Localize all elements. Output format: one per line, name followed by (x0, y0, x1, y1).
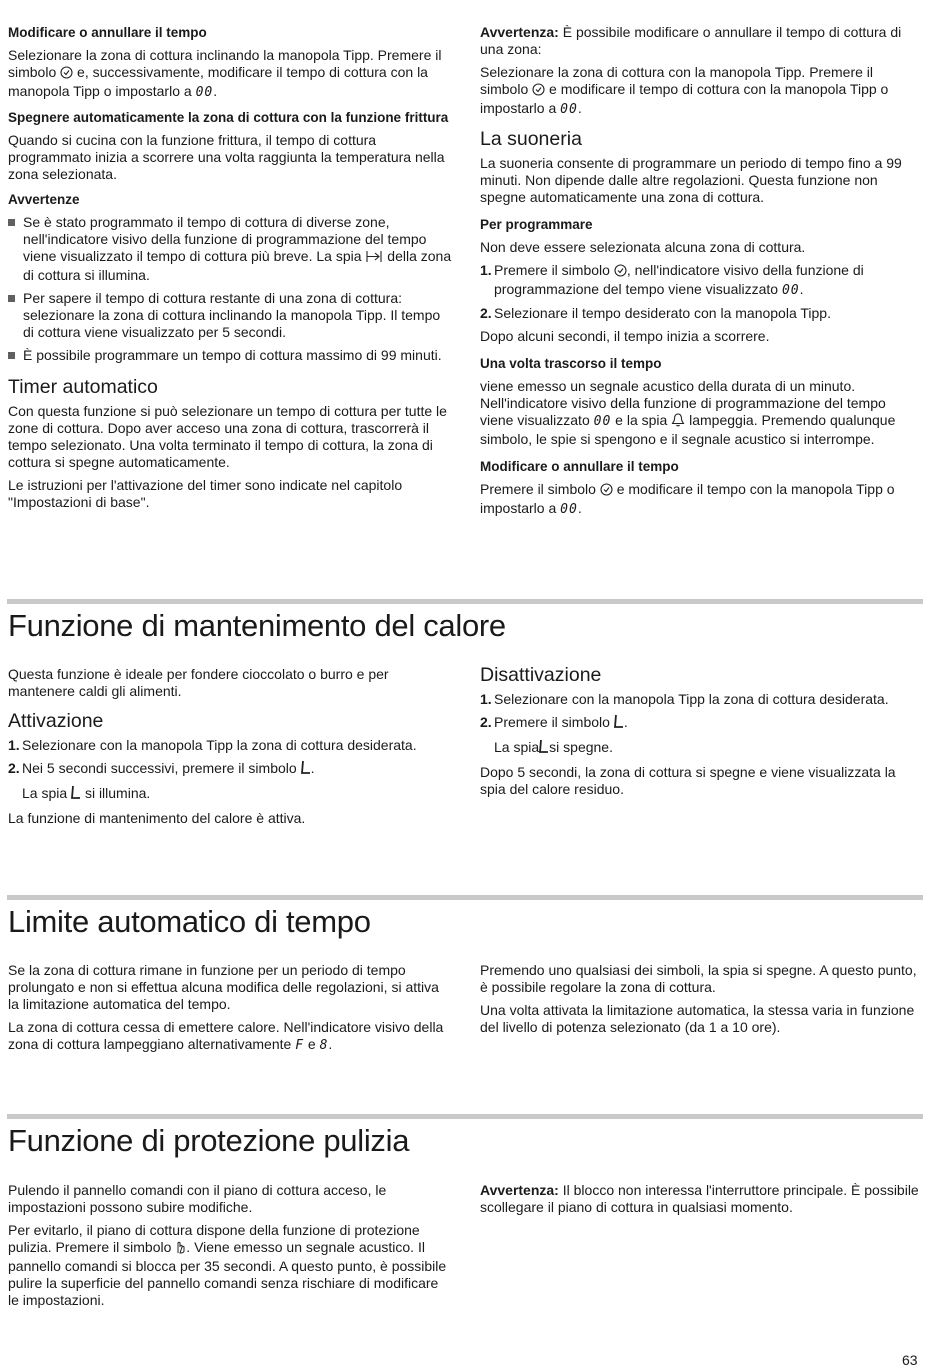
error-8-icon: 8 (319, 1038, 329, 1053)
cleaning-warning: Avvertenza: Il blocco non interessa l'interruttore principale. È possibile scollegare il piano di cottura in qualsiasi momento. (480, 1182, 919, 1215)
timer-left-column (8, 24, 453, 517)
keep-warm-icon (614, 714, 624, 733)
section-divider (7, 599, 923, 604)
time-limit-heading: Limite automatico di tempo (8, 904, 371, 939)
step-item: 2. Selezionare il tempo desiderato con la manopola Tipp. (480, 305, 831, 321)
cleaning-protection-heading: Funzione di protezione pulizia (8, 1123, 410, 1158)
zero-display-icon: 00 (593, 414, 612, 429)
warning-instructions: Selezionare la zona di cottura con la manopola Tipp. Premere il simbolo e modificare il tempo di cottura con la manopola Tipp o impostarlo a 00. (480, 64, 889, 117)
cleaning-text: Pulendo il pannello comandi con il piano di cottura acceso, le impostazioni possono subire modifiche. (8, 1182, 387, 1215)
modify-time-text-2: Premere il simbolo e modificare il tempo con la manopola Tipp o impostarlo a 00. (480, 481, 895, 517)
modify-time-text: Selezionare la zona di cottura inclinando la manopola Tipp. Premere il simbolo e, successivamente, modificare il tempo di cottura con la manopola Tipp o impostarlo a 00. (8, 47, 442, 100)
deactivation-heading: Disattivazione (480, 664, 602, 686)
keep-warm-icon (301, 760, 311, 779)
time-limit-text: Se la zona di cottura rimane in funzione per un periodo di tempo prolungato e non si effettua alcuna modifica delle regolazioni, si attiva la limitazione automatica del tempo. (8, 962, 439, 1012)
time-limit-text: Una volta attivata la limitazione automatica, la stessa varia in funzione del livello di potenza selezionato (da 1 a 10 ore). (480, 1002, 915, 1035)
step-item: 1. Premere il simbolo , nell'indicatore visivo della funzione di programmazione del tempo viene visualizzato 00. (480, 262, 864, 298)
step-item: 1. Selezionare con la manopola Tipp la zona di cottura desiderata. (480, 691, 889, 707)
modify-time-heading-2: Modificare o annullare il tempo (480, 459, 679, 474)
bell-heading: La suoneria (480, 128, 582, 150)
keep-warm-icon (71, 785, 81, 804)
deactivation-end-text: Dopo 5 secondi, la zona di cottura si spegne e viene visualizzata la spia del calore residuo. (480, 764, 896, 797)
cleaning-left-column (8, 1182, 453, 1315)
programming-text: Non deve essere selezionata alcuna zona di cottura. (480, 239, 806, 255)
time-limit-text: La zona di cottura cessa di emettere calore. Nell'indicatore visivo della zona di cottura lampeggiano alternativamente F e 8. (8, 1019, 444, 1053)
note-item: È possibile programmare un tempo di cottura massimo di 99 minuti. (8, 347, 453, 364)
zero-display-icon: 00 (560, 102, 578, 117)
step-item: 2. Premere il simbolo . (480, 714, 922, 733)
after-text: Dopo alcuni secondi, il tempo inizia a scorrere. (480, 328, 770, 344)
cleaning-text: Per evitarlo, il piano di cottura dispone della funzione di protezione pulizia. Premere il simbolo . Viene emesso un segnale acustico. Il pannello comandi si blocca per 35 secondi. A questo punto, è possibile pulire la superficie del pannello comandi senza rischiare di modificare le impostazioni. (8, 1222, 447, 1308)
zero-display-icon: 00 (560, 502, 578, 517)
zero-display-icon: 00 (781, 283, 800, 298)
keep-warm-intro: Questa funzione è ideale per fondere cioccolato o burro e per mantenere caldi gli alimenti. (8, 666, 389, 699)
keep-warm-icon (539, 739, 549, 758)
auto-timer-text: Con questa funzione si può selezionare un tempo di cottura per tutte le zone di cottura. Dopo aver acceso una zona di cottura, trascorrerà il tempo selezionato. Una volta terminato il tempo di cottura, la zona di cottura si spegne automaticamente. (8, 403, 447, 470)
step-item: 1. Selezionare con la manopola Tipp la zona di cottura desiderata. (8, 737, 417, 753)
clock-icon (532, 83, 545, 100)
lamp-off-text: La spia si spegne. (480, 739, 922, 758)
clock-icon (614, 264, 627, 281)
keep-warm-right-column (480, 664, 922, 804)
activation-end-text: La funzione di mantenimento del calore è attiva. (8, 810, 306, 826)
notes-heading: Avvertenze (8, 192, 80, 207)
page-number: 63 (902, 1352, 918, 1368)
timer-lamp-icon (365, 250, 383, 267)
time-limit-left-column (8, 962, 453, 1060)
cleaning-right-column (480, 1182, 922, 1222)
time-limit-text: Premendo uno qualsiasi dei simboli, la spia si spegne. A questo punto, è possibile regolare la zona di cottura. (480, 962, 917, 995)
elapsed-heading: Una volta trascorso il tempo (480, 356, 662, 371)
note-item: Se è stato programmato il tempo di cottura di diverse zone, nell'indicatore visivo della funzione di programmazione del tempo viene visualizzato il tempo di cottura più breve. La spia della zona di cottura si illumina. (8, 214, 453, 284)
zero-display-icon: 00 (195, 85, 214, 100)
auto-timer-instructions: Le istruzioni per l'attivazione del timer sono indicate nel capitolo "Impostazioni di base". (8, 477, 403, 510)
keep-warm-heading: Funzione di mantenimento del calore (8, 608, 506, 643)
lamp-on-text: La spia si illumina. (8, 785, 453, 804)
bell-icon (671, 413, 685, 431)
section-divider (7, 895, 923, 900)
section-divider (7, 1114, 923, 1119)
elapsed-text: viene emesso un segnale acustico della durata di un minuto. Nell'indicatore visivo della funzione di programmazione del tempo viene visualizzato 00 e la spia lampeggia. Premendo qualunque simbolo, le spie si spengono e il segnale acustico si interrompe. (480, 378, 896, 447)
programming-heading: Per programmare (480, 217, 593, 232)
time-limit-right-column (480, 962, 922, 1042)
clock-icon (60, 66, 73, 83)
error-f-icon: F (295, 1038, 305, 1053)
modify-time-heading: Modificare o annullare il tempo (8, 25, 207, 40)
bell-text: La suoneria consente di programmare un periodo di tempo fino a 99 minuti. Non dipende dalle altre regolazioni. Questa funzione non spegne automaticamente una zona di cottura. (480, 155, 902, 205)
keep-warm-left-column (8, 666, 453, 833)
clock-icon (600, 483, 613, 500)
frying-text: Quando si cucina con la funzione frittura, il tempo di cottura programmato inizia a scorrere una volta raggiunta la temperatura nella zona selezionata. (8, 132, 445, 182)
frying-heading: Spegnere automaticamente la zona di cottura con la funzione frittura (8, 110, 449, 125)
warning-text: Avvertenza: È possibile modificare o annullare il tempo di cottura di una zona: (480, 24, 902, 57)
activation-heading: Attivazione (8, 710, 104, 732)
timer-right-column (480, 24, 922, 524)
hand-lock-icon (175, 1240, 186, 1258)
note-item: Per sapere il tempo di cottura restante di una zona di cottura: selezionare la zona di cottura inclinando la manopola Tipp. Il tempo di cottura viene visualizzato per 5 secondi. (8, 290, 453, 341)
auto-timer-heading: Timer automatico (8, 376, 158, 398)
step-item: 2. Nei 5 secondi successivi, premere il simbolo . (8, 760, 453, 779)
